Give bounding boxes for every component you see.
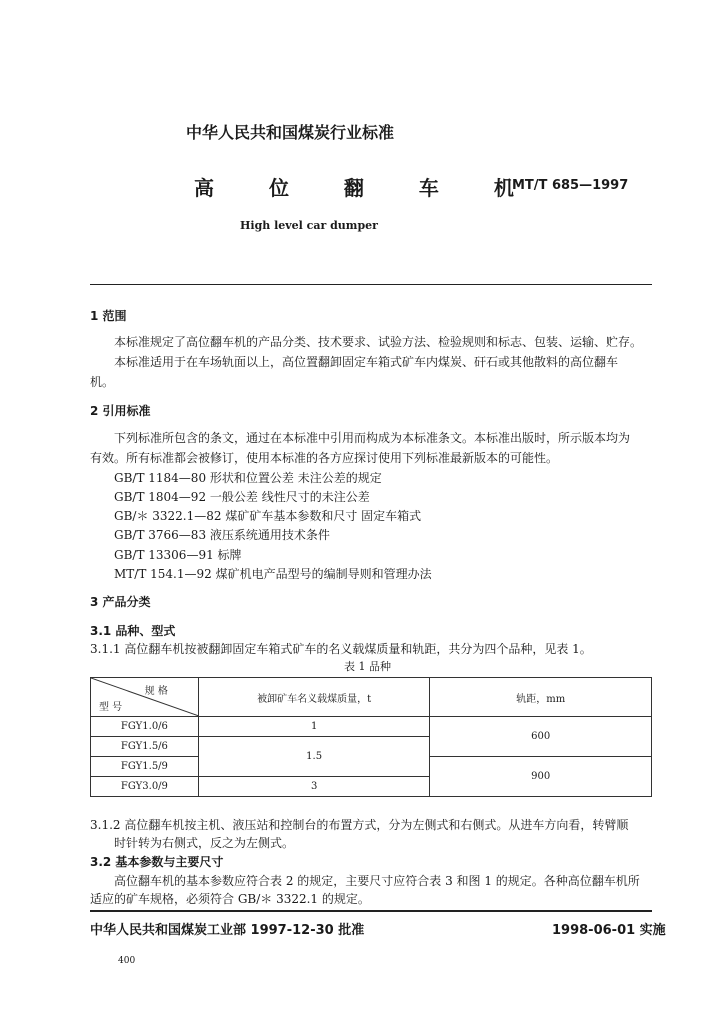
header-mass-cell: 被卸矿车名义载煤质量，t [198, 678, 430, 717]
mass-cell: 1 [198, 717, 430, 737]
section-1-para-2: 本标准适用于在车场轨面以上，高位置翻卸固定车箱式矿车内煤炭、矸石或其他散料的高位翻车 [114, 355, 619, 369]
gauge-cell: 600 [430, 717, 652, 757]
org-title: 中华人民共和国煤炭行业标准 [186, 123, 395, 142]
model-cell: FGY1.5/9 [91, 757, 199, 777]
reference-item: GB/＊ 3322.1—82 煤矿矿车基本参数和尺寸 固定车箱式 [114, 509, 422, 523]
approval-line: 中华人民共和国煤炭工业部 1997-12-30 批准 [90, 923, 365, 938]
section-1-heading: 1 范围 [90, 309, 127, 323]
section-1-para-1: 本标准规定了高位翻车机的产品分类、技术要求、试验方法、检验规则和标志、包装、运输、贮存。 [114, 335, 643, 349]
section-3-1-2-para: 3.1.2 高位翻车机按主机、液压站和控制台的布置方式，分为左侧式和右侧式。从进车方向看，转臂顺 [90, 818, 629, 832]
reference-item: MT/T 154.1—92 煤矿机电产品型号的编制导则和管理办法 [114, 567, 432, 581]
header-model-label: 型 号 [99, 702, 123, 713]
model-cell: FGY3.0/9 [91, 777, 199, 797]
header-rule [90, 284, 652, 285]
section-3-1-1-para: 3.1.1 高位翻车机按被翻卸固定车箱式矿车的名义载煤质量和轨距，共分为四个品种，见表 1。 [90, 642, 592, 656]
diagonal-header-cell [91, 678, 199, 717]
reference-item: GB/T 1804—92 一般公差 线性尺寸的未注公差 [114, 490, 370, 504]
reference-item: GB/T 13306—91 标牌 [114, 548, 242, 562]
effective-date: 1998-06-01 实施 [552, 923, 666, 938]
header-gauge-cell: 轨距，mm [430, 678, 652, 717]
reference-item: GB/T 1184—80 形状和位置公差 未注公差的规定 [114, 471, 382, 485]
mass-cell: 1.5 [198, 737, 430, 777]
header-spec-label: 规 格 [144, 686, 168, 697]
model-cell: FGY1.0/6 [91, 717, 199, 737]
doc-title: 高 位 翻 车 机 [194, 176, 538, 200]
mass-cell: 3 [198, 777, 430, 797]
gauge-cell: 900 [430, 757, 652, 797]
section-3-2-para-cont: 适应的矿车规格，必须符合 GB/＊ 3322.1 的规定。 [90, 892, 370, 906]
section-3-1-heading: 3.1 品种、型式 [90, 624, 176, 638]
table-row [91, 717, 652, 737]
footer-rule [90, 910, 652, 912]
section-3-2-para: 高位翻车机的基本参数应符合表 2 的规定，主要尺寸应符合表 3 和图 1 的规定。各种高位翻车机所 [114, 874, 640, 888]
variety-table [90, 677, 652, 797]
page-number: 400 [118, 956, 136, 966]
section-3-1-2-para-cont: 时针转为右侧式，反之为左侧式。 [114, 836, 295, 850]
section-1-para-2-cont: 机。 [90, 375, 115, 389]
section-2-heading: 2 引用标准 [90, 404, 151, 418]
section-3-heading: 3 产品分类 [90, 595, 151, 609]
table-caption: 表 1 品种 [344, 660, 391, 673]
section-2-para-1: 下列标准所包含的条文，通过在本标准中引用而构成为本标准条文。本标准出版时，所示版本均为 [114, 431, 631, 445]
english-title: High level car dumper [240, 219, 378, 232]
section-2-para-1-cont: 有效。所有标准都会被修订，使用本标准的各方应探讨使用下列标准最新版本的可能性。 [90, 451, 559, 465]
table-header-row [91, 678, 652, 717]
doc-code: MT/T 685—1997 [512, 178, 629, 193]
model-cell: FGY1.5/6 [91, 737, 199, 757]
section-3-2-heading: 3.2 基本参数与主要尺寸 [90, 855, 224, 869]
reference-item: GB/T 3766—83 液压系统通用技术条件 [114, 528, 330, 542]
